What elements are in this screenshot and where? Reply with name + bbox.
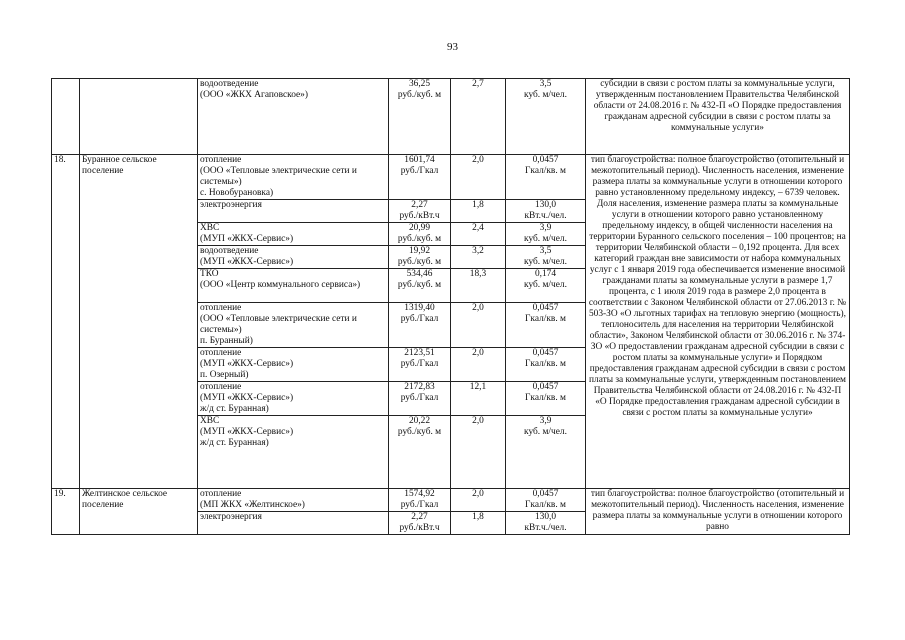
tariff-value: 36,25 — [408, 79, 431, 89]
service-cell — [198, 348, 389, 382]
service-name-line: (МУП «ЖКХ-Сервис») — [200, 234, 294, 244]
consumption-cell — [506, 200, 586, 223]
tariff-value: руб./Гкал — [400, 166, 439, 176]
consumption-value: куб. м/чел. — [524, 280, 567, 290]
service-cell — [198, 512, 389, 535]
consumption-value: кВт.ч./чел. — [524, 211, 567, 221]
consumption-value: 3,9 — [539, 416, 552, 426]
service-name-line: водоотведение — [200, 79, 259, 89]
service-name-line: электроэнергия — [200, 512, 262, 522]
tariff-value: руб./куб. м — [397, 234, 442, 244]
tariff-value: 2123,51 — [404, 348, 435, 358]
service-name-line: отопление — [200, 348, 242, 358]
row-number: 18. — [52, 155, 80, 489]
service-name-line: отопление — [200, 382, 242, 392]
tariff-cell — [389, 416, 451, 489]
consumption-value: куб. м/чел. — [524, 427, 567, 437]
tariff-value: 1319,40 — [404, 303, 435, 313]
service-name-line: ж/д ст. Буранная) — [200, 404, 269, 414]
row-number: 19. — [52, 489, 80, 535]
consumption-cell — [506, 269, 586, 303]
increase-percent: 2,0 — [451, 416, 506, 489]
tariff-cell — [389, 489, 451, 512]
consumption-value: 130,0 — [534, 200, 557, 210]
service-cell — [198, 382, 389, 416]
tariff-value: руб./куб. м — [397, 257, 442, 267]
service-cell — [198, 303, 389, 348]
consumption-cell — [506, 382, 586, 416]
page-number: 93 — [447, 41, 458, 53]
consumption-value: 0,0457 — [532, 155, 559, 165]
service-name-line: электроэнергия — [200, 200, 262, 210]
service-name-line: отопление — [200, 489, 242, 499]
service-cell — [198, 223, 389, 246]
tariff-cell — [389, 79, 451, 155]
note-cell: тип благоустройства: полное благоустройство (отопительный и межотопительный период). Численность населения, изменение размера платы за коммунальные услуги в отношении которого равно — [586, 489, 850, 535]
row-number — [52, 79, 80, 155]
service-name-line: с. Новобурановка) — [200, 188, 274, 198]
consumption-cell — [506, 223, 586, 246]
tariff-value: руб./Гкал — [400, 393, 439, 403]
service-name-line: (МП ЖКХ «Желтинское») — [200, 500, 305, 510]
tariff-cell — [389, 223, 451, 246]
service-cell — [198, 155, 389, 200]
consumption-value: 0,174 — [534, 269, 557, 279]
tariff-cell — [389, 246, 451, 269]
consumption-value: куб. м/чел. — [524, 257, 567, 267]
increase-percent: 2,0 — [451, 348, 506, 382]
service-cell — [198, 200, 389, 223]
tariff-value: руб./кВт.ч — [399, 211, 440, 221]
increase-percent: 2,0 — [451, 155, 506, 200]
service-name-line: п. Озерный) — [200, 370, 249, 380]
service-name-line: ТКО — [200, 269, 219, 279]
increase-percent: 3,2 — [451, 246, 506, 269]
consumption-value: 130,0 — [534, 512, 557, 522]
service-name-line: (МУП «ЖКХ-Сервис») — [200, 427, 294, 437]
tariff-cell — [389, 348, 451, 382]
consumption-value: 3,5 — [539, 79, 552, 89]
service-cell — [198, 246, 389, 269]
increase-percent: 18,3 — [451, 269, 506, 303]
consumption-value: куб. м/чел. — [524, 90, 567, 100]
tariff-cell — [389, 512, 451, 535]
increase-percent: 2,4 — [451, 223, 506, 246]
table-row — [52, 489, 850, 512]
consumption-cell — [506, 246, 586, 269]
service-name-line: (МУП «ЖКХ-Сервис») — [200, 393, 294, 403]
consumption-value: Гкал/кв. м — [525, 500, 566, 510]
tariff-value: 20,99 — [408, 223, 431, 233]
table-row — [52, 79, 850, 155]
increase-percent: 2,7 — [451, 79, 506, 155]
tariff-value: руб./Гкал — [400, 500, 439, 510]
tariff-table — [51, 78, 850, 535]
consumption-cell — [506, 303, 586, 348]
consumption-value: Гкал/кв. м — [525, 393, 566, 403]
increase-percent: 2,0 — [451, 489, 506, 512]
tariff-value: 1574,92 — [404, 489, 435, 499]
tariff-value: руб./Гкал — [400, 314, 439, 324]
consumption-value: Гкал/кв. м — [525, 359, 566, 369]
service-name-line: п. Буранный) — [200, 336, 253, 346]
service-cell — [198, 489, 389, 512]
tariff-cell — [389, 200, 451, 223]
consumption-value: 3,9 — [539, 223, 552, 233]
service-name-line: (ООО «Центр коммунального сервиса») — [200, 280, 361, 290]
tariff-value: 1601,74 — [404, 155, 435, 165]
tariff-cell — [389, 382, 451, 416]
service-name-line: (МУП «ЖКХ-Сервис») — [200, 257, 294, 267]
tariff-value: 2,27 — [411, 200, 428, 210]
settlement-name — [80, 79, 198, 155]
tariff-cell — [389, 269, 451, 303]
increase-percent: 12,1 — [451, 382, 506, 416]
consumption-value: кВт.ч./чел. — [524, 523, 567, 533]
service-name-line: (ООО «Тепловые электрические сети и системы») — [200, 166, 357, 187]
service-name-line: (МУП «ЖКХ-Сервис») — [200, 359, 294, 369]
consumption-cell — [506, 155, 586, 200]
consumption-cell — [506, 416, 586, 489]
consumption-value: 0,0457 — [532, 348, 559, 358]
consumption-value: 0,0457 — [532, 489, 559, 499]
consumption-value: 3,5 — [539, 246, 552, 256]
service-cell — [198, 79, 389, 155]
service-name-line: ХВС — [200, 223, 220, 233]
tariff-cell — [389, 155, 451, 200]
service-name-line: водоотведение — [200, 246, 259, 256]
tariff-cell — [389, 303, 451, 348]
service-cell — [198, 269, 389, 303]
service-name-line: ХВС — [200, 416, 220, 426]
service-name-line: (ООО «ЖКХ Агаповское») — [200, 90, 308, 100]
consumption-value: 0,0457 — [532, 303, 559, 313]
table-row — [52, 155, 850, 200]
consumption-cell — [506, 79, 586, 155]
consumption-cell — [506, 512, 586, 535]
tariff-value: руб./куб. м — [397, 90, 442, 100]
tariff-value: 20,22 — [408, 416, 431, 426]
service-name-line: ж/д ст. Буранная) — [200, 438, 269, 448]
consumption-cell — [506, 348, 586, 382]
note-cell: тип благоустройства: полное благоустройство (отопительный и межотопительный период). Численность населения, изменение размера платы за коммунальные услуги в отношении которого равно установленному предельному индексу, – 6739 человек. Доля населения, изменение размера платы за коммунальные услуги в отношении которого равно установленному предельному индексу, в общей численности населения на территории Буранного сельского поселения – 100 процентов; на территории Челябинской области – 0,192 процента. Для всех категорий граждан вне зависимости от набора коммунальных услуг с 1 января 2019 года обеспечивается изменение вносимой гражданами платы за коммунальные услуги в размере 1,7 процента, с 1 июля 2019 года в размере 2,0 процента в соответствии с Законом Челябинской области от 27.06.2013 г. № 503-ЗО «О льготных тарифах на тепловую энергию (мощность), теплоноситель для населения на территории Челябинской области», Законом Челябинской области от 30.06.2016 г. № 374-ЗО «О предоставлении гражданам адресной субсидии в связи с ростом платы за коммунальные услуги» и Порядком предоставления гражданам адресной субсидии в связи с ростом платы за коммунальные услуги, утвержденным постановлением Правительства Челябинской области от 24.08.2016 г. № 432-П «О Порядке предоставления гражданам адресной субсидии в связи с ростом платы за коммунальные услуги» — [586, 155, 850, 489]
consumption-cell — [506, 489, 586, 512]
tariff-value: руб./куб. м — [397, 280, 442, 290]
tariff-value: 2172,83 — [404, 382, 435, 392]
consumption-value: Гкал/кв. м — [525, 314, 566, 324]
tariff-value: руб./Гкал — [400, 359, 439, 369]
settlement-name: Желтинское сельское поселение — [80, 489, 198, 535]
increase-percent: 1,8 — [451, 512, 506, 535]
service-name-line: отопление — [200, 155, 242, 165]
service-cell — [198, 416, 389, 489]
increase-percent: 2,0 — [451, 303, 506, 348]
service-name-line: (ООО «Тепловые электрические сети и системы») — [200, 314, 357, 335]
note-cell: субсидии в связи с ростом платы за коммунальные услуги, утвержденным постановлением Правительства Челябинской области от 24.08.2016 г. № 432-П «О Порядке предоставления гражданам адресной субсидии в связи с ростом платы за коммунальные услуги» — [586, 79, 850, 155]
consumption-value: куб. м/чел. — [524, 234, 567, 244]
tariff-value: 19,92 — [408, 246, 431, 256]
tariff-value: 2,27 — [411, 512, 428, 522]
consumption-value: Гкал/кв. м — [525, 166, 566, 176]
consumption-value: 0,0457 — [532, 382, 559, 392]
settlement-name: Буранное сельское поселение — [80, 155, 198, 489]
service-name-line: отопление — [200, 303, 242, 313]
tariff-value: 534,46 — [406, 269, 433, 279]
tariff-value: руб./куб. м — [397, 427, 442, 437]
increase-percent: 1,8 — [451, 200, 506, 223]
tariff-value: руб./кВт.ч — [399, 523, 440, 533]
